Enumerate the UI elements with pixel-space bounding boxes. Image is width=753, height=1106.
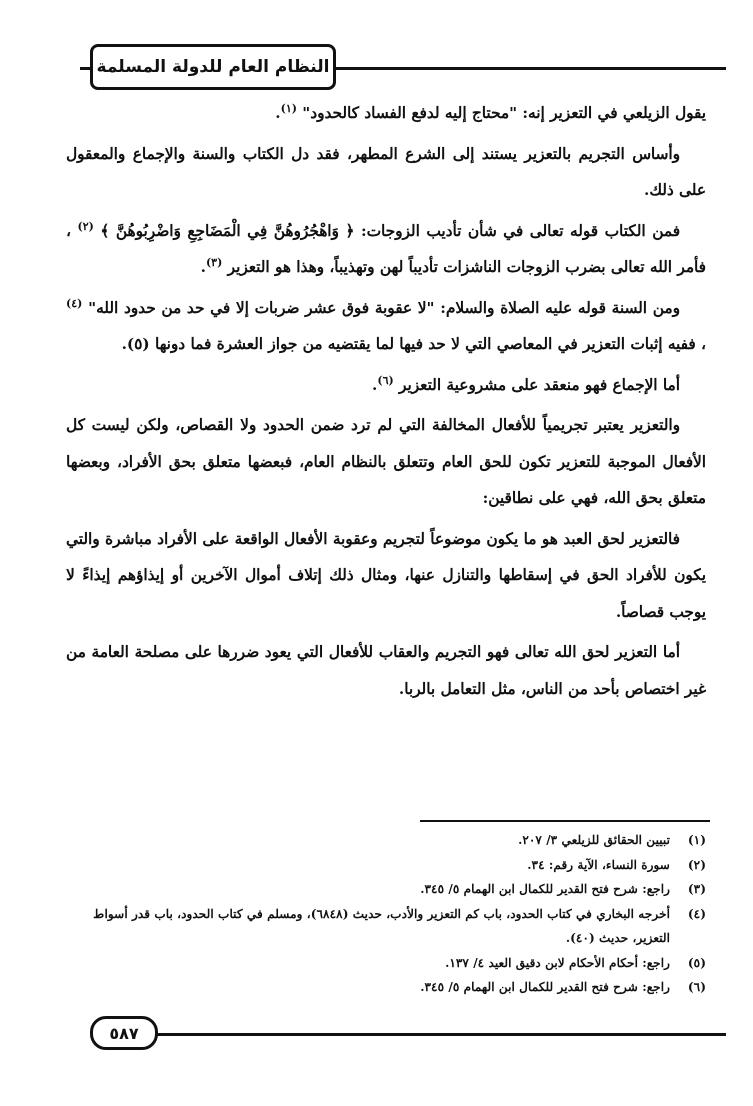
paragraph-3: فمن الكتاب قوله تعالى في شأن تأديب الزوجات: ﴿ وَاهْجُرُوهُنَّ فِي الْمَضَاجِعِ وَاضْرِبُوهُنَّ ﴾ $^{(٢)}$ ، فأمر الله تعالى بضرب الزوجات الناشزات تأديباً لهن وتهذيباً، وهذا هو التعزير $^{(٣)}$. xyxy=(66,219,706,276)
footnote-ref-1: (١) xyxy=(280,101,297,115)
footnotes xyxy=(66,828,706,1000)
paragraph-1: يقول الزيلعي في التعزير إنه: "محتاج إليه لدفع الفساد كالحدود" $^{(١)}$. xyxy=(275,101,706,122)
footnote-text: سورة النساء، الآية رقم: ٣٤. xyxy=(527,857,670,872)
paragraph-4 xyxy=(66,290,706,363)
paragraph-1-text: يقول الزيلعي في التعزير إنه: "محتاج إليه لدفع الفساد كالحدود" xyxy=(302,104,706,122)
paragraph-3-text-a: فمن الكتاب قوله تعالى في شأن تأديب الزوجات: ﴿ وَاهْجُرُوهُنَّ فِي الْمَضَاجِعِ وَاضْرِبُوهُنَّ ﴾ xyxy=(100,221,681,240)
footer-rule xyxy=(146,1033,726,1036)
footnote-number: (٥) xyxy=(687,955,706,970)
footnote-ref-2: (٢) xyxy=(77,219,94,233)
footnote-ref-6: (٦) xyxy=(377,373,394,387)
footnote-number: (١) xyxy=(687,833,706,847)
paragraph-5: أما الإجماع فهو منعقد على مشروعية التعزير $^{(٦)}$. xyxy=(372,373,680,394)
paragraph-3-text-b: ، فأمر الله تعالى بضرب الزوجات الناشزات تأديباً لهن وتهذيباً، وهذا هو التعزير xyxy=(66,221,706,276)
footnote-item xyxy=(66,951,706,976)
paragraph-7: فالتعزير لحق العبد هو ما يكون موضوعاً لتجريم وعقوبة الأفعال الواقعة على الأفراد مباشرة والتي يكون للأفراد الحق في إسقاطها والتنازل عنها، ومثال ذلك إتلاف أموال الآخرين أو إيذاؤهم إيذاءً لا يوجب قصاصاً. xyxy=(66,529,706,621)
footnote-text: راجع: أحكام الأحكام لابن دقيق العيد ٤/ ١٣٧. xyxy=(445,955,670,970)
footnote-ref-4: (٤) xyxy=(66,296,83,310)
paragraph-4-text-b: ، ففيه إثبات التعزير في المعاصي التي لا حد فيها لما يقتضيه من جواز العشرة فما دونها (٥). xyxy=(121,335,706,353)
footnote-number: (٦) xyxy=(687,980,706,994)
footnote-item xyxy=(66,853,706,878)
footnote-text: تبيين الحقائق للزيلعي ٣/ ٢٠٧. xyxy=(518,833,670,847)
footnote-item xyxy=(66,828,706,853)
footnote-text: راجع: شرح فتح القدير للكمال ابن الهمام ٥/ ٣٤٥. xyxy=(420,882,670,896)
footnote-number: (٢) xyxy=(687,857,706,872)
footnote-item xyxy=(66,902,706,951)
page-number: ٥٨٧ xyxy=(90,1016,158,1050)
paragraph-5-text: أما الإجماع فهو منعقد على مشروعية التعزير xyxy=(399,375,680,394)
footnote-number: (٤) xyxy=(687,906,706,921)
footnote-text: راجع: شرح فتح القدير للكمال ابن الهمام ٥/ ٣٤٥. xyxy=(420,980,670,994)
paragraph-4-text-a: ومن السنة قوله عليه الصلاة والسلام: "لا عقوبة فوق عشر ضربات إلا في حد من حدود الله" xyxy=(88,298,681,317)
footnote-item xyxy=(66,975,706,1000)
footnote-ref-3: (٣) xyxy=(205,255,223,269)
footnote-divider xyxy=(420,820,710,822)
paragraph-6: والتعزير يعتبر تجريمياً للأفعال المخالفة التي لم ترد ضمن الحدود ولا القصاص، ولكن ليست كل الأفعال الموجبة للتعزير تكون للحق العام وتتعلق بالنظام العام، فبعضها متعلق بحق الأفراد، وبعضها متعلق بحق الله، فهي على نطاقين: xyxy=(66,416,706,507)
running-header xyxy=(80,40,726,98)
header-rule-right xyxy=(330,67,726,70)
paragraph-2: وأساس التجريم بالتعزير يستند إلى الشرع المطهر، فقد دل الكتاب والسنة والإجماع والمعقول على ذلك. xyxy=(66,144,706,199)
main-text xyxy=(66,95,706,711)
header-title: النظام العام للدولة المسلمة xyxy=(90,44,336,90)
footnote-text: أخرجه البخاري في كتاب الحدود، باب كم التعزير والأدب، حديث (٦٨٤٨)، ومسلم في كتاب الحدود، باب قدر أسواط التعزير، حديث (٤٠). xyxy=(93,906,670,945)
paragraph-8: أما التعزير لحق الله تعالى فهو التجريم والعقاب للأفعال التي يعود ضررها على مصلحة العامة من غير اختصاص بأحد من الناس، مثل التعامل بالربا. xyxy=(66,643,706,698)
footnote-item xyxy=(66,877,706,902)
footnote-number: (٣) xyxy=(687,882,706,896)
page-footer xyxy=(80,1016,726,1052)
